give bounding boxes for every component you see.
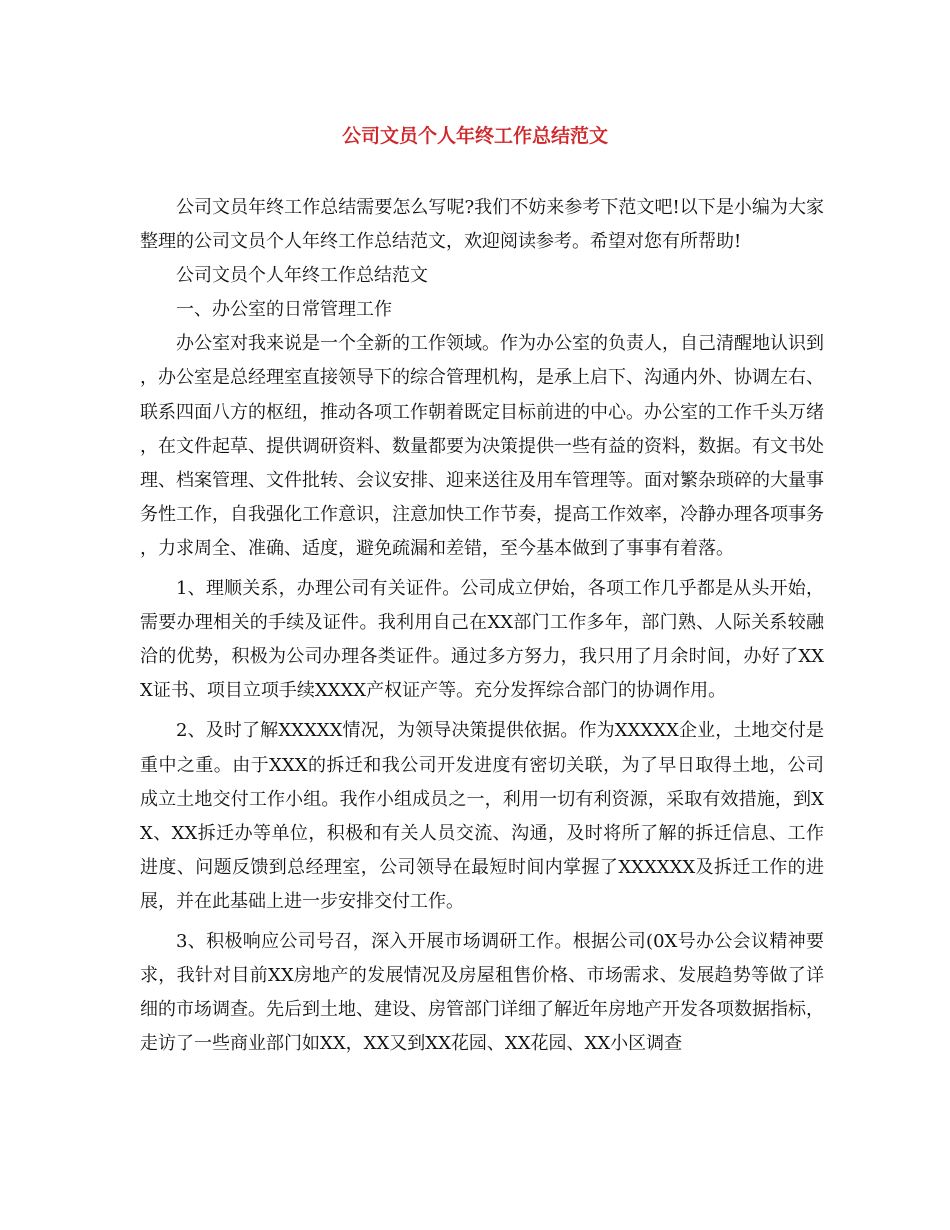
section-heading-office-management: 一、办公室的日常管理工作: [176, 299, 392, 321]
paragraph-office-overview: 办公室对我来说是一个全新的工作领域。作为办公室的负责人，自己清醒地认识到，办公室是总经理室直接领导下的综合管理机构，是承上启下、沟通内外、协调左右、联系四面八方的枢纽，推动各项工作朝着既定目标前进的中心。办公室的工作千头万绪，在文件起草、提供调研资料、数量都要为决策提供一些有益的资料，数据。有文书处理、档案管理、文件批转、会议安排、迎来送往及用车管理等。面对繁杂琐碎的大量事务性工作，自我强化工作意识，注意加快工作节奏，提高工作效率，冷静办理各项事务，力求周全、准确、适度，避免疏漏和差错，至今基本做到了事事有着落。: [140, 333, 824, 559]
document-body: [140, 191, 824, 1061]
paragraph-item-3: 3、积极响应公司号召，深入开展市场调研工作。根据公司(0X号办公会议精神要求，我针对目前XX房地产的发展情况及房屋租售价格、市场需求、发展趋势等做了详细的市场调查。先后到土地、建设、房管部门详细了解近年房地产开发各项数据指标，走访了一些商业部门如XX，XX又到XX花园、XX花园、XX小区调查: [140, 930, 824, 1055]
paragraph-intro: 公司文员年终工作总结需要怎么写呢?我们不妨来参考下范文吧!以下是小编为大家整理的公司文员个人年终工作总结范文，欢迎阅读参考。希望对您有所帮助!: [140, 197, 824, 253]
paragraph-subtitle: 公司文员个人年终工作总结范文: [176, 265, 428, 287]
paragraph-item-1: 1、理顺关系，办理公司有关证件。公司成立伊始，各项工作几乎都是从头开始，需要办理相关的手续及证件。我利用自己在XX部门工作多年，部门熟、人际关系较融洽的优势，积极为公司办理各类证件。通过多方努力，我只用了月余时间，办好了XXX证书、项目立项手续XXXX产权证产等。充分发挥综合部门的协调作用。: [140, 578, 824, 702]
paragraph-item-2: 2、及时了解XXXXX情况，为领导决策提供依据。作为XXXXX企业，土地交付是重中之重。由于XXX的拆迁和我公司开发进度有密切关联，为了早日取得土地，公司成立土地交付工作小组。我作小组成员之一，利用一切有利资源，采取有效措施，到XX、XX拆迁办等单位，积极和有关人员交流、沟通，及时将所了解的拆迁信息、工作进度、问题反馈到总经理室，公司领导在最短时间内掌握了XXXXXX及拆迁工作的进展，并在此基础上进一步安排交付工作。: [140, 720, 824, 912]
document-title: 公司文员个人年终工作总结范文: [341, 125, 608, 147]
